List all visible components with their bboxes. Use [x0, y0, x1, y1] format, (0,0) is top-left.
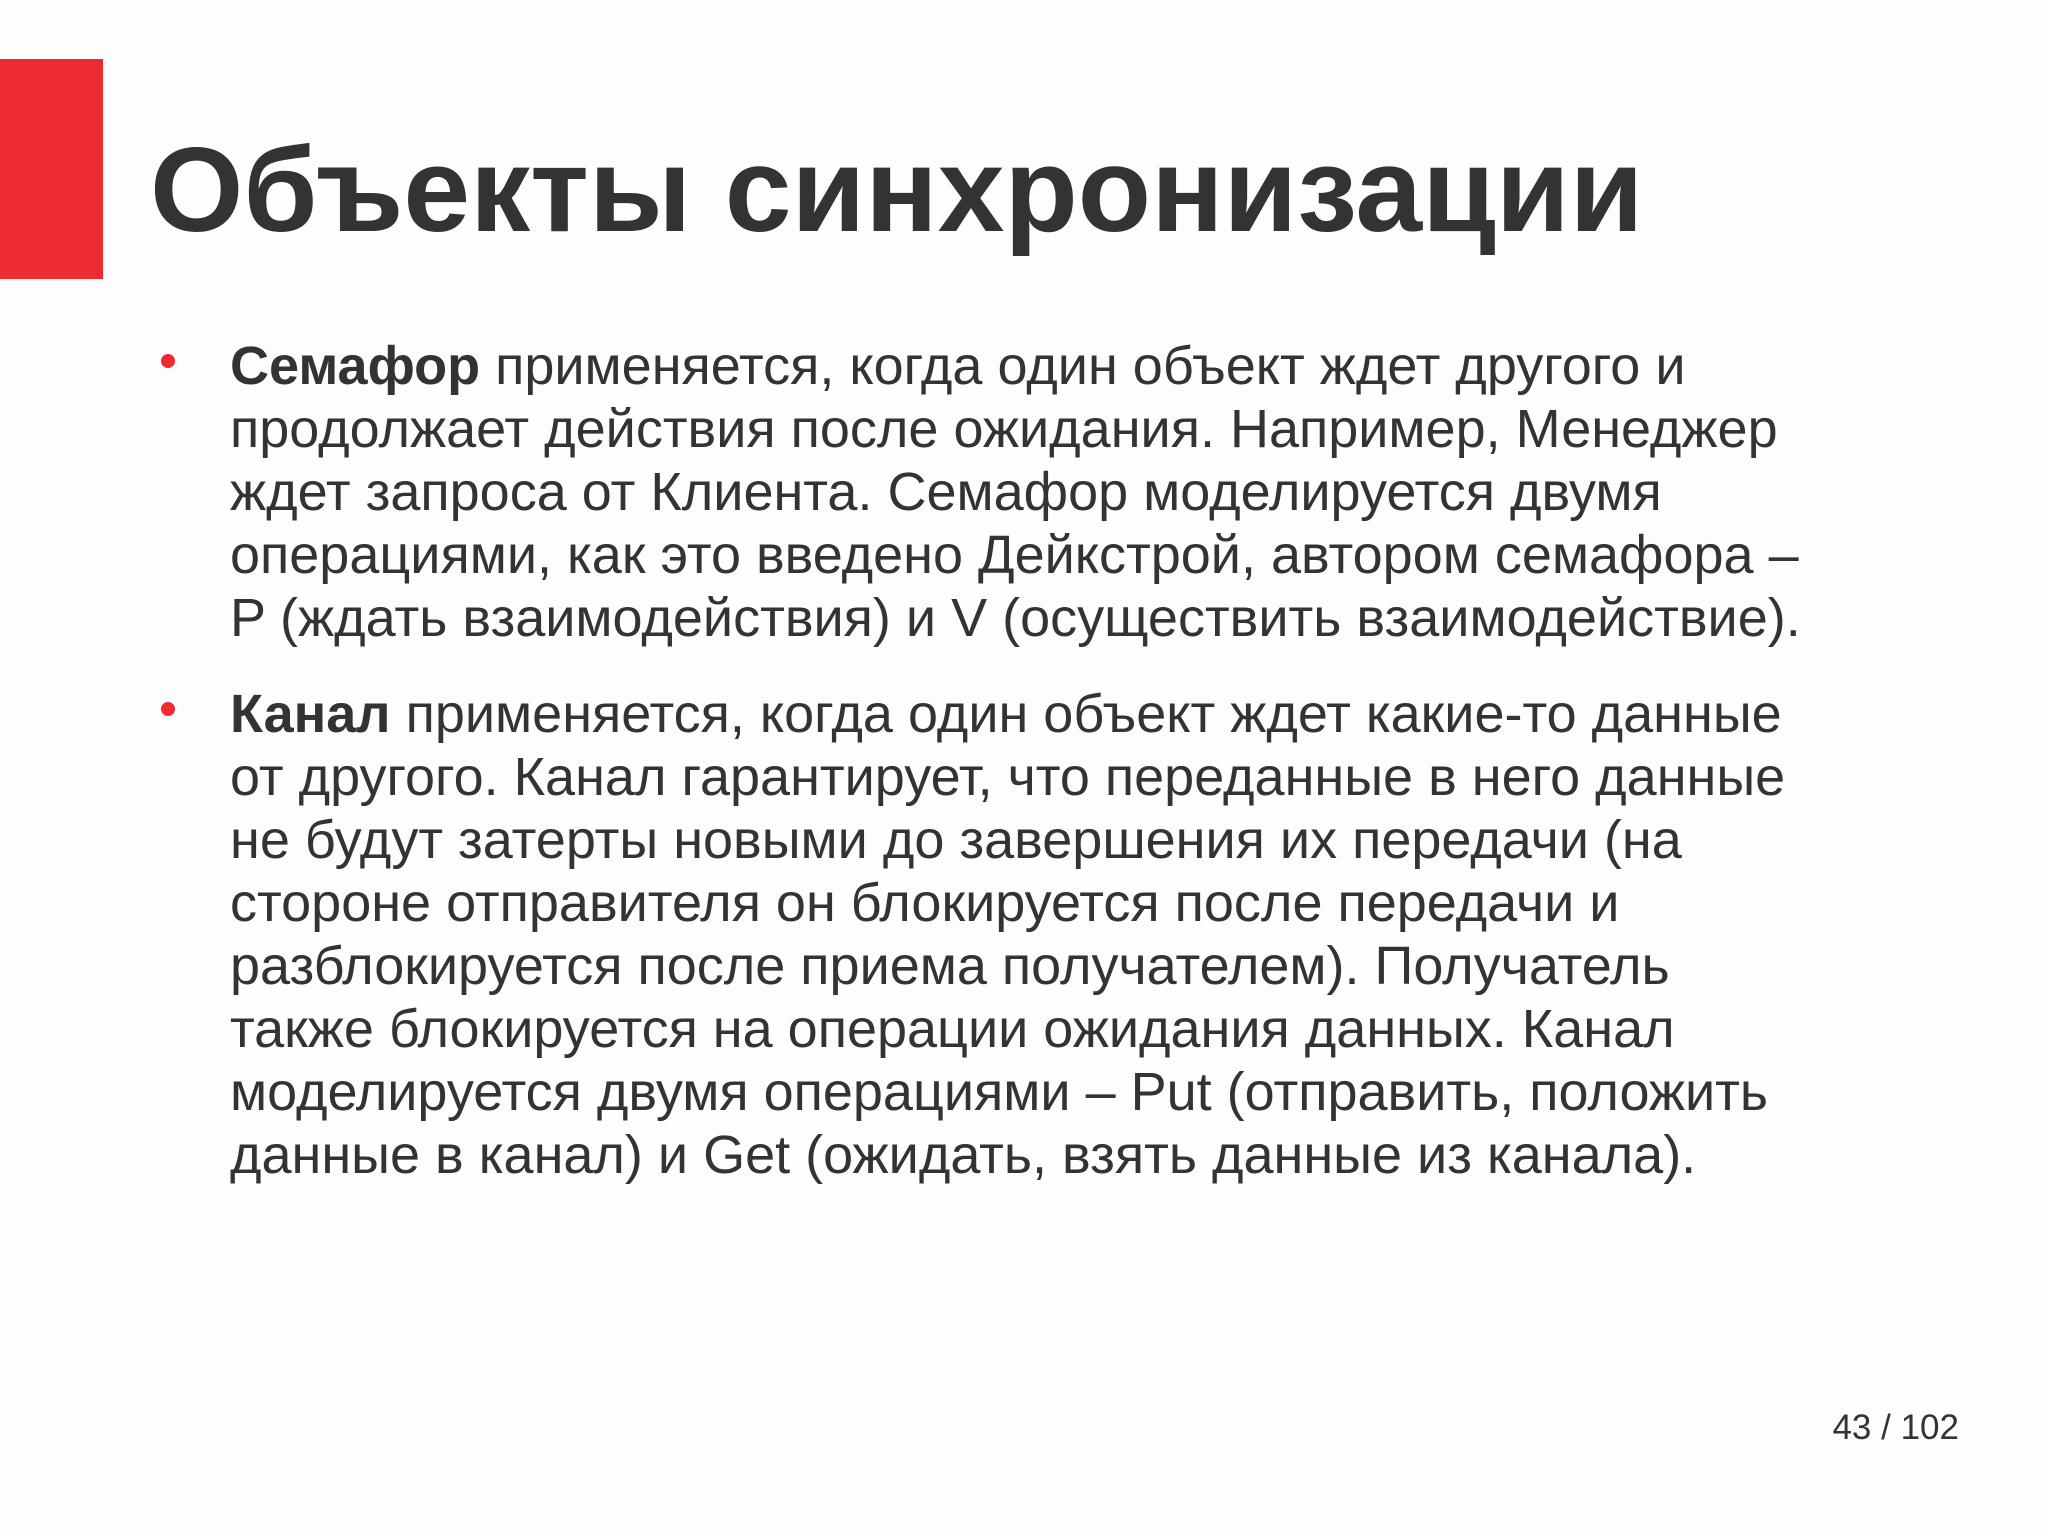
bullet-line-text: применяется, когда один объект ждет какие-то данные: [390, 684, 1782, 744]
bullet-line: [230, 335, 1920, 398]
page-current: 43: [1832, 1408, 1872, 1447]
bullet-line: P (ждать взаимодействия) и V (осуществить взаимодействие).: [230, 588, 1801, 648]
page-total: 102: [1900, 1408, 1959, 1447]
slide-title: Объекты синхронизации: [150, 123, 1644, 257]
bullet-dot-icon: [161, 702, 175, 716]
bullet-dot-icon: [161, 354, 175, 368]
bullet-text: [0, 683, 1920, 1187]
bullet-line: не будут затерты новыми до завершения их передачи (на: [230, 810, 1682, 870]
page-separator: /: [1871, 1408, 1901, 1447]
bullet-line: данные в канал) и Get (ожидать, взять данные из канала).: [230, 1125, 1697, 1185]
bullet-line: разблокируется после приема получателем). Получатель: [230, 936, 1670, 996]
bullet-line: операциями, как это введено Дейкстрой, автором семафора –: [230, 525, 1799, 585]
bullet-term: Семафор: [230, 336, 481, 396]
bullet-line: [230, 683, 1920, 746]
bullet-list: [0, 335, 2048, 1220]
bullet-line: моделируется двумя операциями – Put (отправить, положить: [230, 1062, 1769, 1122]
bullet-line: от другого. Канал гарантирует, что переданные в него данные: [230, 747, 1786, 807]
bullet-line: продолжает действия после ожидания. Например, Менеджер: [230, 399, 1778, 459]
bullet-line-text: применяется, когда один объект ждет другого и: [480, 336, 1686, 396]
bullet-line: ждет запроса от Клиента. Семафор моделируется двумя: [230, 462, 1662, 522]
bullet-line: стороне отправителя он блокируется после передачи и: [230, 873, 1620, 933]
title-accent-bar: [0, 59, 103, 279]
page-number: [1832, 1408, 1959, 1448]
bullet-item-semaphore: [0, 335, 2048, 650]
bullet-line: также блокируется на операции ожидания данных. Канал: [230, 999, 1675, 1059]
bullet-term: Канал: [230, 684, 391, 744]
bullet-item-channel: [0, 683, 2048, 1187]
bullet-text: [0, 335, 1920, 650]
